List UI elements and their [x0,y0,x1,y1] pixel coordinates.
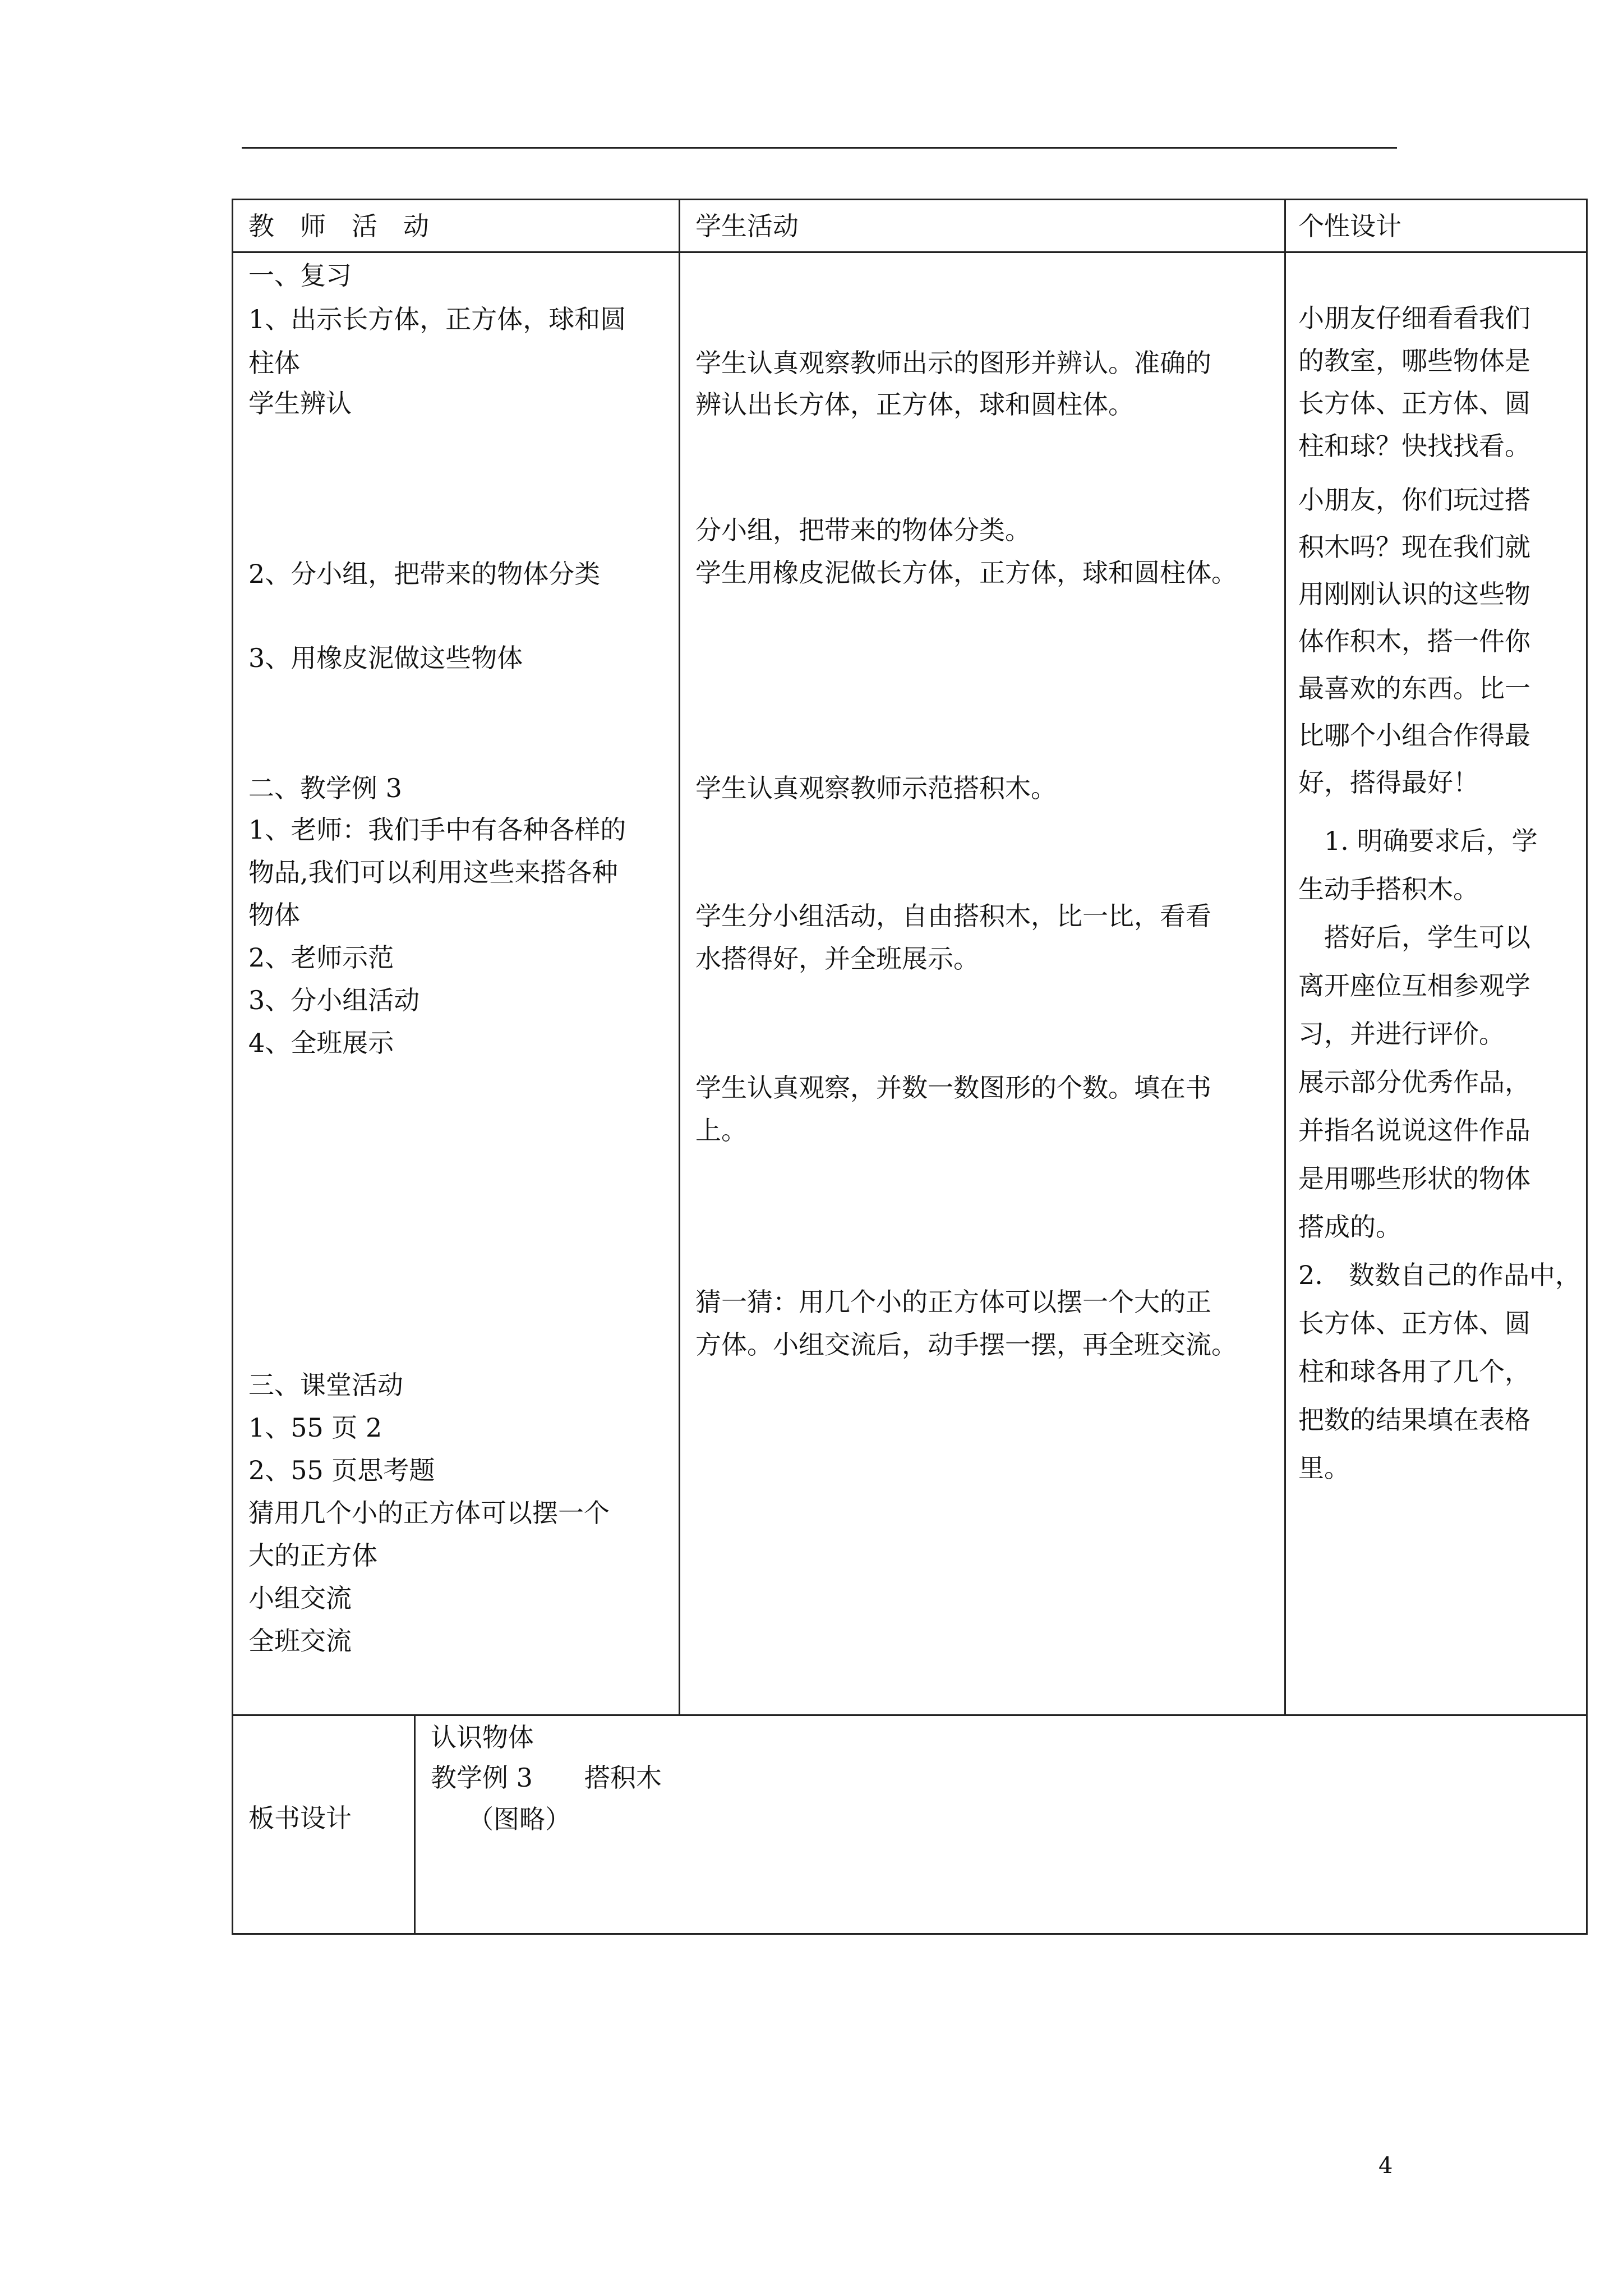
teacher-student-divider [679,199,680,1714]
design-line: 离开座位互相参观学 [1298,970,1530,1001]
header-rule [242,147,1397,149]
page-number: 4 [1378,2153,1393,2179]
design-line: 柱和球？快找找看。 [1298,431,1530,461]
student-line: 学生认真观察，并数一数图形的个数。填在书 [695,1073,1211,1103]
student-line: 上。 [695,1115,747,1145]
design-line: 把数的结果填在表格 [1298,1405,1530,1435]
design-line: 里。 [1298,1453,1350,1483]
teacher-line: 一、复习 [248,260,352,291]
teacher-line: 2、老师示范 [248,942,394,973]
teacher-line: 2、分小组，把带来的物体分类 [248,559,601,589]
design-line: 最喜欢的东西。比一 [1298,673,1530,703]
design-line: 好，搭得最好！ [1298,767,1479,798]
teacher-line: 1、老师：我们手中有各种各样的 [248,815,626,845]
student-line: 水搭得好，并全班展示。 [695,944,979,974]
design-line: 小朋友仔细看看我们 [1298,303,1530,333]
design-line: 小朋友，你们玩过搭 [1298,485,1530,515]
header-student-activity: 学生活动 [695,211,799,241]
design-line: 习，并进行评价。 [1298,1019,1505,1049]
teacher-line: 猜用几个小的正方体可以摆一个 [248,1498,610,1528]
board-design-label: 板书设计 [248,1803,352,1833]
design-line: 长方体、正方体、圆 [1298,1308,1530,1338]
teacher-line: 三、课堂活动 [248,1370,403,1400]
teacher-line: 物体 [248,900,300,930]
design-line: 长方体、正方体、圆 [1298,388,1530,418]
design-line: 搭好后，学生可以 [1298,922,1530,953]
design-line: 柱和球各用了几个， [1298,1356,1530,1387]
design-line: 1. 明确要求后，学 [1298,826,1538,856]
teacher-line: 学生辨认 [248,388,352,418]
design-line: 体作积木，搭一件你 [1298,626,1530,656]
teacher-line: 小组交流 [248,1583,352,1613]
teacher-line: 1、出示长方体，正方体，球和圆 [248,304,626,334]
header-row-divider [232,251,1588,253]
design-line: 2. 数数自己的作品中， [1298,1260,1581,1290]
header-teacher-activity: 教 师 活 动 [248,211,429,241]
design-line: 的教室，哪些物体是 [1298,346,1530,376]
student-line: 学生认真观察教师出示的图形并辨认。准确的 [695,348,1211,378]
student-line: 学生用橡皮泥做长方体，正方体，球和圆柱体。 [695,558,1237,588]
student-design-divider [1284,199,1286,1714]
design-line: 是用哪些形状的物体 [1298,1163,1530,1194]
student-line: 方体。小组交流后，动手摆一摆，再全班交流。 [695,1329,1237,1360]
design-line: 搭成的。 [1298,1212,1401,1242]
board-line: 教学例 3 搭积木 [431,1763,662,1793]
student-line: 猜一猜：用几个小的正方体可以摆一个大的正 [695,1287,1211,1317]
board-line: 认识物体 [431,1722,534,1752]
teacher-line: 4、全班展示 [248,1028,394,1058]
design-line: 生动手搭积木。 [1298,874,1479,904]
teacher-line: 3、分小组活动 [248,985,420,1015]
teacher-line: 二、教学例 3 [248,773,402,803]
design-line: 用刚刚认识的这些物 [1298,579,1530,609]
design-line: 积木吗？现在我们就 [1298,532,1530,562]
board-line: （图略） [468,1804,571,1834]
student-line: 学生认真观察教师示范搭积木。 [695,773,1057,803]
board-label-divider [414,1714,416,1935]
teacher-line: 1、55 页 2 [248,1412,382,1443]
teacher-line: 全班交流 [248,1626,352,1656]
teacher-line: 2、55 页思考题 [248,1455,435,1485]
student-line: 学生分小组活动，自由搭积木，比一比，看看 [695,901,1211,931]
teacher-line: 柱体 [248,348,300,378]
student-line: 辨认出长方体，正方体，球和圆柱体。 [695,389,1134,420]
design-line: 比哪个小组合作得最 [1298,720,1530,751]
student-line: 分小组，把带来的物体分类。 [695,515,1031,545]
teacher-line: 物品,我们可以利用这些来搭各种 [248,857,618,887]
header-personal-design: 个性设计 [1298,211,1401,241]
design-line: 并指名说说这件作品 [1298,1115,1530,1145]
design-line: 展示部分优秀作品， [1298,1067,1530,1097]
teacher-line: 3、用橡皮泥做这些物体 [248,643,523,673]
teacher-line: 大的正方体 [248,1540,377,1571]
